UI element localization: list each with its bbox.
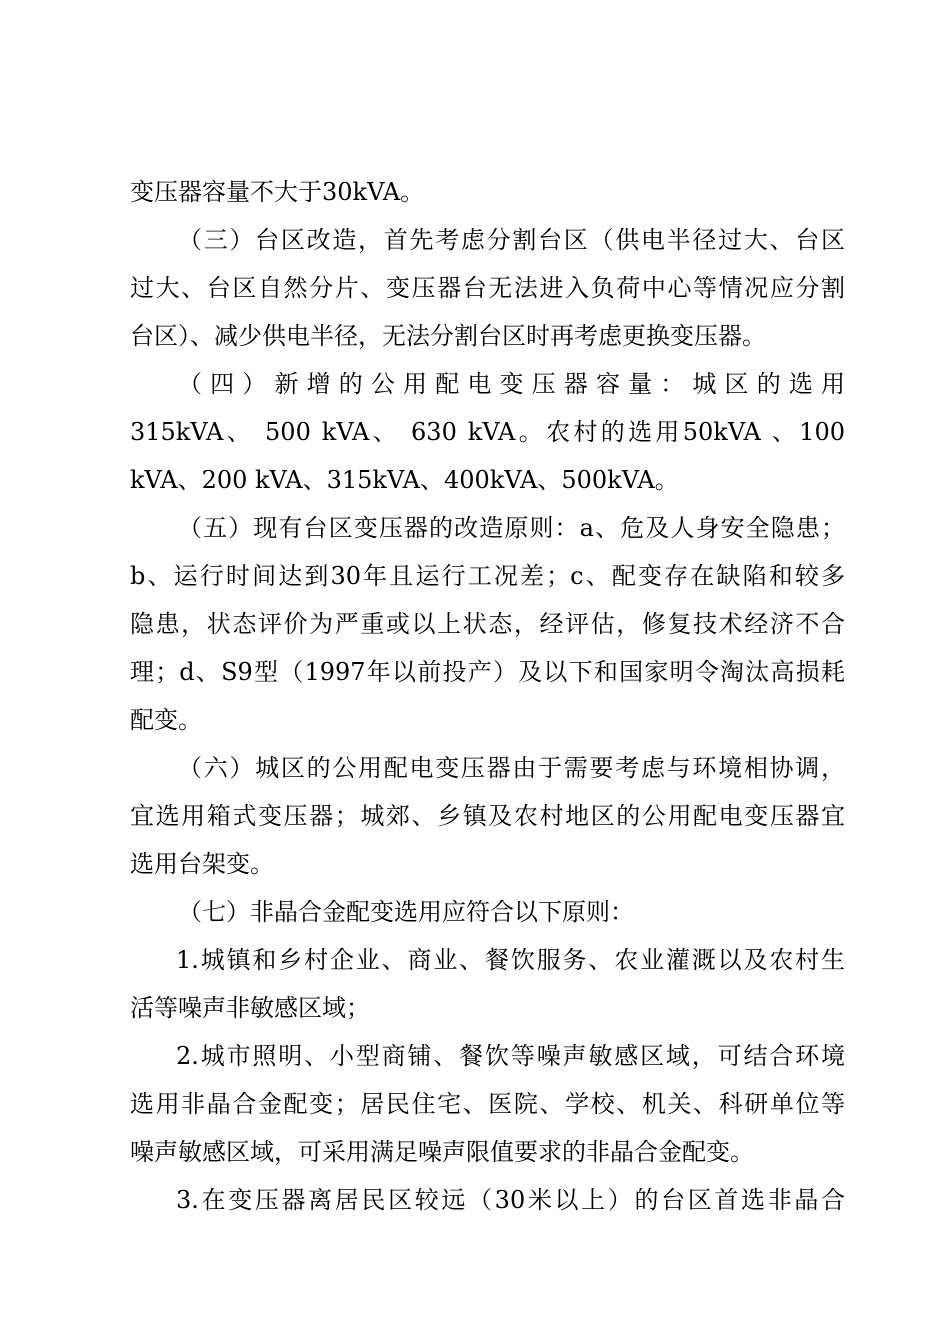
paragraph-heading-3: （三）台区改造，首先考虑分割台区（供电半径过大、台区 <box>178 226 845 254</box>
body-text <box>130 168 845 1224</box>
list-item-3: 3.在变压器离居民区较远（30米以上）的台区首选非晶合 <box>176 1186 845 1214</box>
text-line: 315kVA、 500 kVA、 630 kVA。农村的选用50kVA 、100 <box>130 418 845 446</box>
text-line: kVA、200 kVA、315kVA、400kVA、500kVA。 <box>130 466 679 494</box>
text-line: 台区）、减少供电半径，无法分割台区时再考虑更换变压器。 <box>130 322 766 350</box>
text-line: 选用非晶合金配变；居民住宅、医院、学校、机关、科研单位等 <box>130 1090 845 1118</box>
text-line: 隐患，状态评价为严重或以上状态，经评估，修复技术经济不合 <box>130 610 845 638</box>
paragraph-heading-4: （四）新增的公用配电变压器容量：城区的选用 <box>178 370 845 398</box>
list-item-2: 2.城市照明、小型商铺、餐饮等噪声敏感区域，可结合环境 <box>176 1042 845 1070</box>
paragraph-heading-5: （五）现有台区变压器的改造原则：a、危及人身安全隐患； <box>178 514 845 542</box>
text-line: 宜选用箱式变压器；城郊、乡镇及农村地区的公用配电变压器宜 <box>130 802 845 830</box>
text-line: b、运行时间达到30年且运行工况差；c、配变存在缺陷和较多 <box>130 562 845 590</box>
list-item-1: 1.城镇和乡村企业、商业、餐饮服务、农业灌溉以及农村生 <box>176 946 845 974</box>
text-line: 选用台架变。 <box>130 850 274 878</box>
text-line: 变压器容量不大于30kVA。 <box>130 178 425 206</box>
paragraph-heading-6: （六）城区的公用配电变压器由于需要考虑与环境相协调， <box>178 754 845 782</box>
text-line: 活等噪声非敏感区域； <box>130 994 370 1022</box>
text-line: 过大、台区自然分片、变压器台无法进入负荷中心等情况应分割 <box>130 274 845 302</box>
paragraph-heading-7: （七）非晶合金配变选用应符合以下原则： <box>178 898 634 926</box>
text-line: 噪声敏感区域，可采用满足噪声限值要求的非晶合金配变。 <box>130 1138 754 1166</box>
text-line: 理；d、S9型（1997年以前投产）及以下和国家明令淘汰高损耗 <box>130 658 845 686</box>
text-line: 配变。 <box>130 706 202 734</box>
